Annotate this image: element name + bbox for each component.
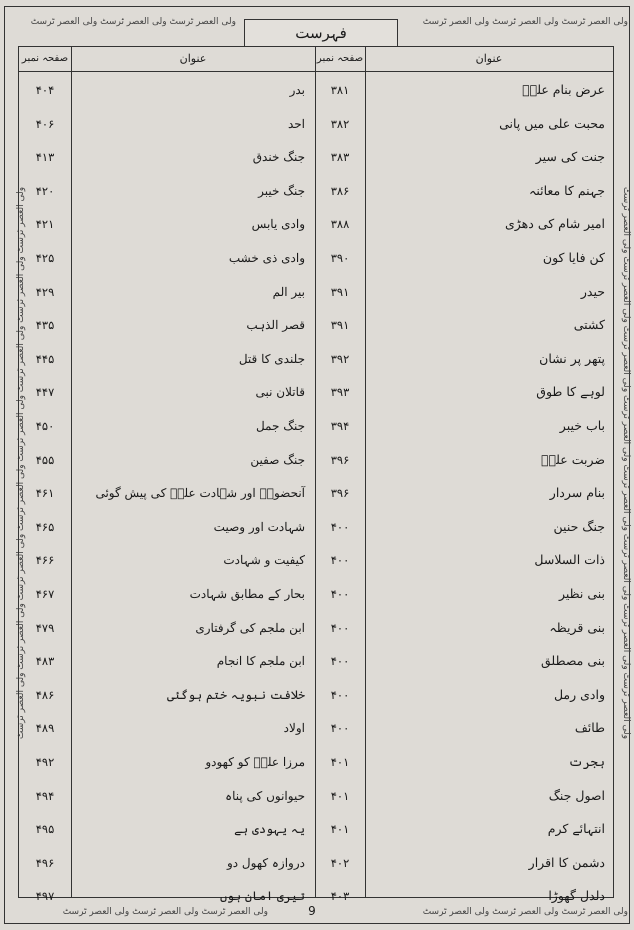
entry-page-right: ۳۹۱: [330, 284, 350, 299]
table-row: [19, 373, 613, 411]
entry-title-right: کشتی: [573, 317, 605, 333]
entry-title-right: ذات السلاسل: [534, 552, 605, 568]
entry-page-left: ۴۲۵: [35, 251, 55, 265]
entry-page-left: ۴۹۷: [35, 889, 55, 904]
header-page-right: صفحہ نمبر: [316, 53, 364, 64]
entry-title-left: ابن ملجم کا انجام: [216, 654, 305, 669]
entry-page-right: ۴۰۲: [330, 855, 350, 870]
entry-title-left: بحار کے مطابق شہادت: [189, 587, 305, 601]
entry-title-left: مرزا علیؑ کو کھودو: [205, 755, 305, 769]
entry-page-left: ۴۸۶: [35, 687, 55, 702]
entry-page-right: ۳۹۴: [330, 419, 350, 433]
entry-page-right: ۳۸۸: [330, 217, 350, 232]
entry-page-left: ۴۰۴: [35, 83, 55, 97]
entry-page-right: ۳۹۶: [330, 452, 350, 467]
page-title: فہرست: [244, 19, 398, 47]
entry-title-right: بنی نظیر: [558, 586, 605, 601]
table-row: [19, 777, 613, 815]
entry-title-left: تیری امان ہوں: [220, 889, 305, 904]
entry-title-right: ضربت علیؑ: [541, 451, 605, 467]
entry-title-left: جنگ خیبر: [258, 183, 305, 198]
entry-title-right: طائف: [574, 720, 605, 736]
entry-page-left: ۴۹۴: [35, 788, 55, 803]
table-row: [19, 810, 613, 848]
entry-page-right: ۴۰۰: [330, 553, 350, 568]
entry-page-left: ۴۲۱: [35, 217, 55, 232]
border-text-left: ولی العصر ٹرسٹ ولی العصر ٹرسٹ ولی العصر ٹرسٹ ولی العصر ٹرسٹ ولی العصر ٹرسٹ ولی العصر ٹرسٹ ولی العصر ٹرسٹ ولی العصر ٹرسٹ: [16, 186, 26, 740]
entry-page-right: ۴۰۱: [330, 755, 350, 769]
table-row: [19, 642, 613, 680]
entry-page-right: ۴۰۱: [330, 788, 350, 803]
entry-page-right: ۴۰۰: [330, 654, 350, 669]
entry-page-right: ۳۹۱: [330, 318, 350, 333]
entry-page-right: ۳۸۱: [330, 83, 350, 97]
entry-title-right: انتہائے کرم: [547, 821, 605, 837]
table-row: [19, 474, 613, 512]
entry-page-left: ۴۶۷: [35, 587, 55, 601]
entry-title-left: دروازہ کھول دو: [226, 855, 305, 870]
entry-title-left: آنحضورؐ اور شہادت علیؑ کی پیش گوئی: [95, 486, 305, 501]
table-row: [19, 541, 613, 579]
entry-title-right: باب خیبر: [559, 418, 605, 433]
entry-title-left: بدر: [289, 83, 305, 97]
entry-title-left: یہ یہودی ہے: [234, 822, 305, 837]
entry-page-right: ۳۹۳: [330, 385, 350, 400]
entry-title-right: جہنم کا معائنہ: [529, 182, 605, 198]
entry-title-right: جنگ حنین: [553, 518, 605, 534]
entry-page-right: ۳۹۲: [330, 351, 350, 366]
entry-page-left: ۴۵۰: [35, 419, 55, 433]
entry-title-left: خلافت نبویہ ختم ہوگئی: [166, 687, 305, 702]
entry-title-left: اولاد: [283, 721, 305, 736]
table-row: [19, 709, 613, 747]
entry-page-right: ۴۰۰: [330, 519, 350, 534]
entry-title-right: حیدر: [580, 283, 605, 299]
entry-page-right: ۴۰۱: [330, 822, 350, 837]
entry-title-right: امیر شام کی دھڑی: [505, 216, 605, 232]
header-title-right: عنوان: [475, 52, 503, 65]
table-row: [19, 172, 613, 210]
entry-page-left: ۴۹۶: [35, 855, 55, 870]
entry-page-left: ۴۰۶: [35, 116, 55, 131]
entry-page-right: ۳۹۶: [330, 486, 350, 501]
entry-title-left: وادی یابس: [251, 217, 305, 232]
table-row: [19, 71, 613, 109]
entry-page-left: ۴۱۳: [35, 150, 55, 165]
entry-title-left: جنگ جمل: [255, 419, 305, 433]
table-row: [19, 676, 613, 714]
table-row: [19, 273, 613, 311]
entry-title-left: شہادت اور وصیت: [213, 519, 305, 534]
entry-title-right: عرض بنام علیؑ: [522, 82, 605, 97]
entry-title-left: حیوانوں کی پناہ: [225, 788, 305, 803]
entry-page-left: ۴۴۵: [35, 351, 55, 366]
entry-title-right: بنی مصطلق: [541, 653, 605, 669]
entry-title-right: ہجرت: [568, 754, 605, 769]
entry-page-left: ۴۶۵: [35, 519, 55, 534]
entry-page-left: ۴۶۶: [35, 553, 55, 568]
entry-title-right: وادی رمل: [553, 686, 605, 702]
entry-title-right: بنام سردار: [549, 485, 605, 501]
entry-title-left: بیر الم: [272, 284, 305, 299]
entry-page-right: ۴۰۰: [330, 721, 350, 736]
table-row: [19, 743, 613, 781]
table-row: [19, 575, 613, 613]
border-text-top-left: ولی العصر ٹرسٹ ولی العصر ٹرسٹ ولی العصر ٹرسٹ: [30, 17, 236, 27]
border-text-right: ولی العصر ٹرسٹ ولی العصر ٹرسٹ ولی العصر ٹرسٹ ولی العصر ٹرسٹ ولی العصر ٹرسٹ ولی العصر ٹرسٹ ولی العصر ٹرسٹ ولی العصر ٹرسٹ: [621, 186, 631, 740]
entry-page-right: ۳۸۶: [330, 183, 350, 198]
entry-page-left: ۴۲۰: [35, 183, 55, 198]
entry-title-right: کن فایا کون: [542, 250, 605, 265]
table-row: [19, 340, 613, 378]
entry-page-right: ۴۰۰: [330, 620, 350, 635]
entry-page-left: ۴۹۲: [35, 755, 55, 769]
entry-page-left: ۴۹۵: [35, 822, 55, 837]
table-row: [19, 306, 613, 344]
entry-page-left: ۴۳۵: [35, 318, 55, 333]
table-row: [19, 844, 613, 882]
entry-title-left: جلندی کا قتل: [238, 351, 305, 366]
table-row: [19, 508, 613, 546]
entry-title-left: احد: [287, 116, 305, 131]
entry-page-left: ۴۸۳: [35, 654, 55, 669]
table-row: [19, 609, 613, 647]
entry-page-left: ۴۴۷: [35, 385, 55, 400]
border-text-bottom-left: ولی العصر ٹرسٹ ولی العصر ٹرسٹ ولی العصر ٹرسٹ: [62, 907, 268, 917]
entry-title-left: جنگ خندق: [252, 150, 305, 165]
entry-title-right: جنت کی سیر: [535, 149, 605, 165]
entry-page-left: ۴۶۱: [35, 486, 55, 501]
header-title-left: عنوان: [179, 52, 207, 65]
border-text-bottom-right: ولی العصر ٹرسٹ ولی العصر ٹرسٹ ولی العصر ٹرسٹ: [422, 907, 628, 917]
table-row: [19, 205, 613, 243]
entry-page-right: ۴۰۳: [330, 889, 350, 904]
table-row: [19, 441, 613, 479]
entry-title-left: جنگ صفین: [250, 452, 305, 467]
entry-page-right: ۳۹۰: [330, 251, 350, 265]
entry-page-right: ۴۰۰: [330, 587, 350, 601]
entry-page-left: ۴۵۵: [35, 452, 55, 467]
entry-page-right: ۳۸۲: [330, 116, 350, 131]
entry-page-left: ۴۷۹: [35, 620, 55, 635]
entry-title-right: اصول جنگ: [548, 787, 605, 803]
table-row: [19, 239, 613, 277]
entry-title-right: محبت علی میں پانی: [499, 115, 605, 131]
table-row: [19, 407, 613, 445]
entry-title-left: وادی ذی خشب: [228, 251, 305, 265]
entry-title-right: دلدل گھوڑا: [548, 888, 605, 904]
entry-title-right: دشمن کا اقرار: [528, 854, 605, 870]
table-row: [19, 105, 613, 143]
entry-title-right: بنی قریظہ: [549, 619, 605, 635]
entry-page-left: ۴۲۹: [35, 284, 55, 299]
page-number: 9: [308, 904, 316, 918]
header-page-left: صفحہ نمبر: [21, 53, 69, 64]
entry-title-right: لوہے کا طوق: [536, 384, 605, 400]
entry-page-right: ۴۰۰: [330, 687, 350, 702]
entry-title-left: ابن ملجم کی گرفتاری: [195, 620, 305, 635]
table-row: [19, 138, 613, 176]
entry-page-left: ۴۸۹: [35, 721, 55, 736]
entry-title-left: قصر الذہب: [246, 318, 305, 333]
entry-page-right: ۳۸۳: [330, 150, 350, 165]
entry-title-right: پتھر پر نشان: [539, 350, 605, 366]
entry-title-left: قاتلان نبی: [255, 385, 305, 400]
contents-table: [18, 46, 614, 904]
entry-title-left: کیفیت و شہادت: [223, 553, 305, 568]
border-text-top-right: ولی العصر ٹرسٹ ولی العصر ٹرسٹ ولی العصر ٹرسٹ: [422, 17, 628, 27]
